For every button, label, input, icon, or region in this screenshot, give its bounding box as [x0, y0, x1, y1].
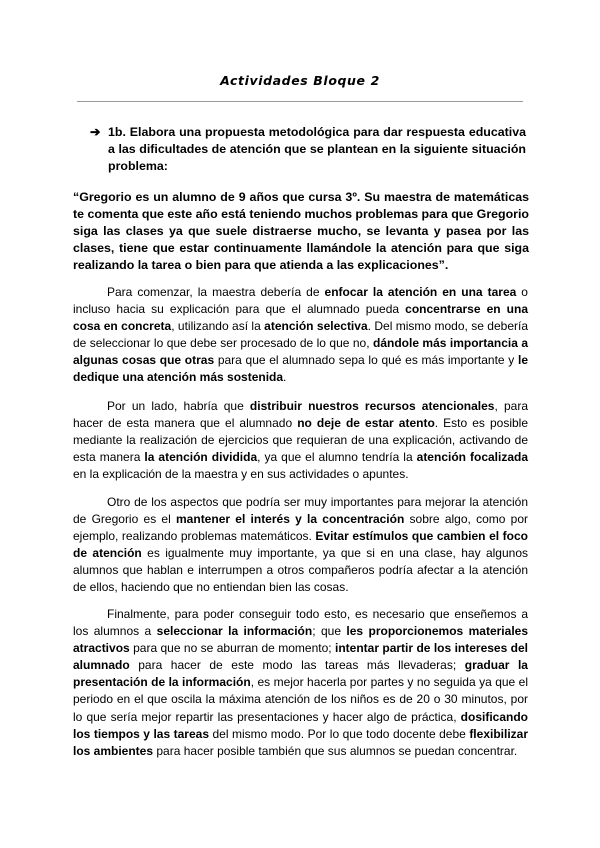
arrow-right-icon: ➔ — [90, 125, 101, 139]
bold-phrase: les proporcionemos materiales atractivos — [73, 624, 528, 656]
text-run: para que el alumnado sepa lo qué es más importante y — [214, 353, 518, 368]
text-run: es igualmente muy importante, ya que si en una clase, hay algunos alumnos que hablan e interrumpen a otros compañeros podría afectar a la atención de ellos, haciendo que no entiendan bien las cosas. — [73, 546, 529, 595]
bold-phrase: concentrarse en una cosa en concreta — [73, 302, 528, 334]
bold-phrase: no deje de estar atento — [297, 416, 435, 431]
text-run: Finalmente, para poder conseguir todo esto, es necesario que enseñemos a los alumnos a — [73, 607, 528, 639]
bold-phrase: enfocar la atención en una tarea — [324, 285, 517, 299]
paragraph-3 — [73, 494, 528, 597]
text-run: en la explicación de la maestra y en sus actividades o apuntes. — [73, 467, 409, 482]
bold-phrase: distribuir nuestros recursos atencionales — [249, 399, 495, 413]
bold-phrase: graduar la presentación de la información — [73, 658, 528, 690]
bold-phrase: la atención dividida — [144, 450, 258, 465]
text-run: sobre algo, como por ejemplo, realizando problemas matemáticos. — [73, 512, 529, 544]
bold-phrase: atención focalizada — [416, 450, 529, 465]
text-run: para que no se aburran de momento; — [129, 641, 335, 656]
text-run: ; que — [312, 624, 347, 639]
bold-phrase: le dedique una atención más sostenida — [73, 353, 528, 385]
text-run: , es mejor hacerla por partes y no seguida ya que el periodo en el que oscila la máxima atención de los niños es de 20 o 30 minutos, por lo que sería mejor repartir las presentaciones y hacer algo de práctica, — [73, 675, 528, 724]
bold-phrase: atención selectiva — [264, 319, 368, 334]
paragraph-4 — [73, 606, 528, 760]
text-run: , utilizando así la — [171, 319, 265, 334]
bold-phrase: seleccionar la información — [156, 624, 313, 639]
text-run: Otro de los aspectos que podría ser muy importantes para mejorar la atención de Gregorio es el — [73, 495, 528, 527]
text-run: o incluso hacia su explicación para que el alumnado pueda — [73, 285, 528, 317]
question-item — [90, 124, 526, 175]
bold-phrase: Evitar estímulos que cambien el foco de atención — [73, 529, 528, 561]
paragraph-2 — [73, 398, 528, 483]
paragraph-1 — [73, 284, 528, 387]
bold-phrase: flexibilizar los ambientes — [73, 726, 528, 758]
page-title: Actividades Bloque 2 — [220, 73, 380, 88]
text-run: . Del mismo modo, se debería de seleccionar lo que debe ser procesado de lo que no, — [73, 319, 529, 351]
bold-phrase: dosificando los tiempos y las tareas — [73, 709, 528, 741]
text-run: , ya que el alumno tendría la — [257, 450, 417, 465]
case-quote: “Gregorio es un alumno de 9 años que cursa 3º. Su maestra de matemáticas te comenta que este año está teniendo muchos problemas para que Gregorio siga las clases ya que suele distraerse mucho, se levanta y pasea por las clases, tiene que estar continuamente llamándole la atención para que siga realizando la tarea o bien para que atienda a las explicaciones”. — [73, 190, 529, 272]
question-text: 1b. Elabora una propuesta metodológica para dar respuesta educativa a las dificultades de atención que se plantean en la siguiente situación problema: — [108, 125, 526, 173]
text-run: . Esto es posible mediante la realización de ejercicios que requieran de una explicación, activando de esta manera — [73, 416, 528, 465]
text-run: del mismo modo. Por lo que todo docente debe — [209, 726, 470, 741]
text-run: para hacer posible también que sus alumnos se puedan concentrar. — [153, 743, 518, 758]
text-run: . — [283, 370, 287, 385]
title-divider — [77, 101, 523, 102]
bold-phrase: mantener el interés y la concentración — [176, 512, 405, 527]
bold-phrase: intentar partir de los intereses del alumnado — [73, 641, 529, 673]
text-run: , para hacer de esta manera que el alumnado — [73, 399, 529, 431]
text-run: Por un lado, habría que — [107, 399, 250, 413]
text-run: para hacer de este modo las tareas más llevaderas; — [129, 658, 465, 673]
bold-phrase: dándole más importancia a algunas cosas que otras — [73, 336, 528, 368]
text-run: Para comenzar, la maestra debería de — [107, 285, 325, 299]
